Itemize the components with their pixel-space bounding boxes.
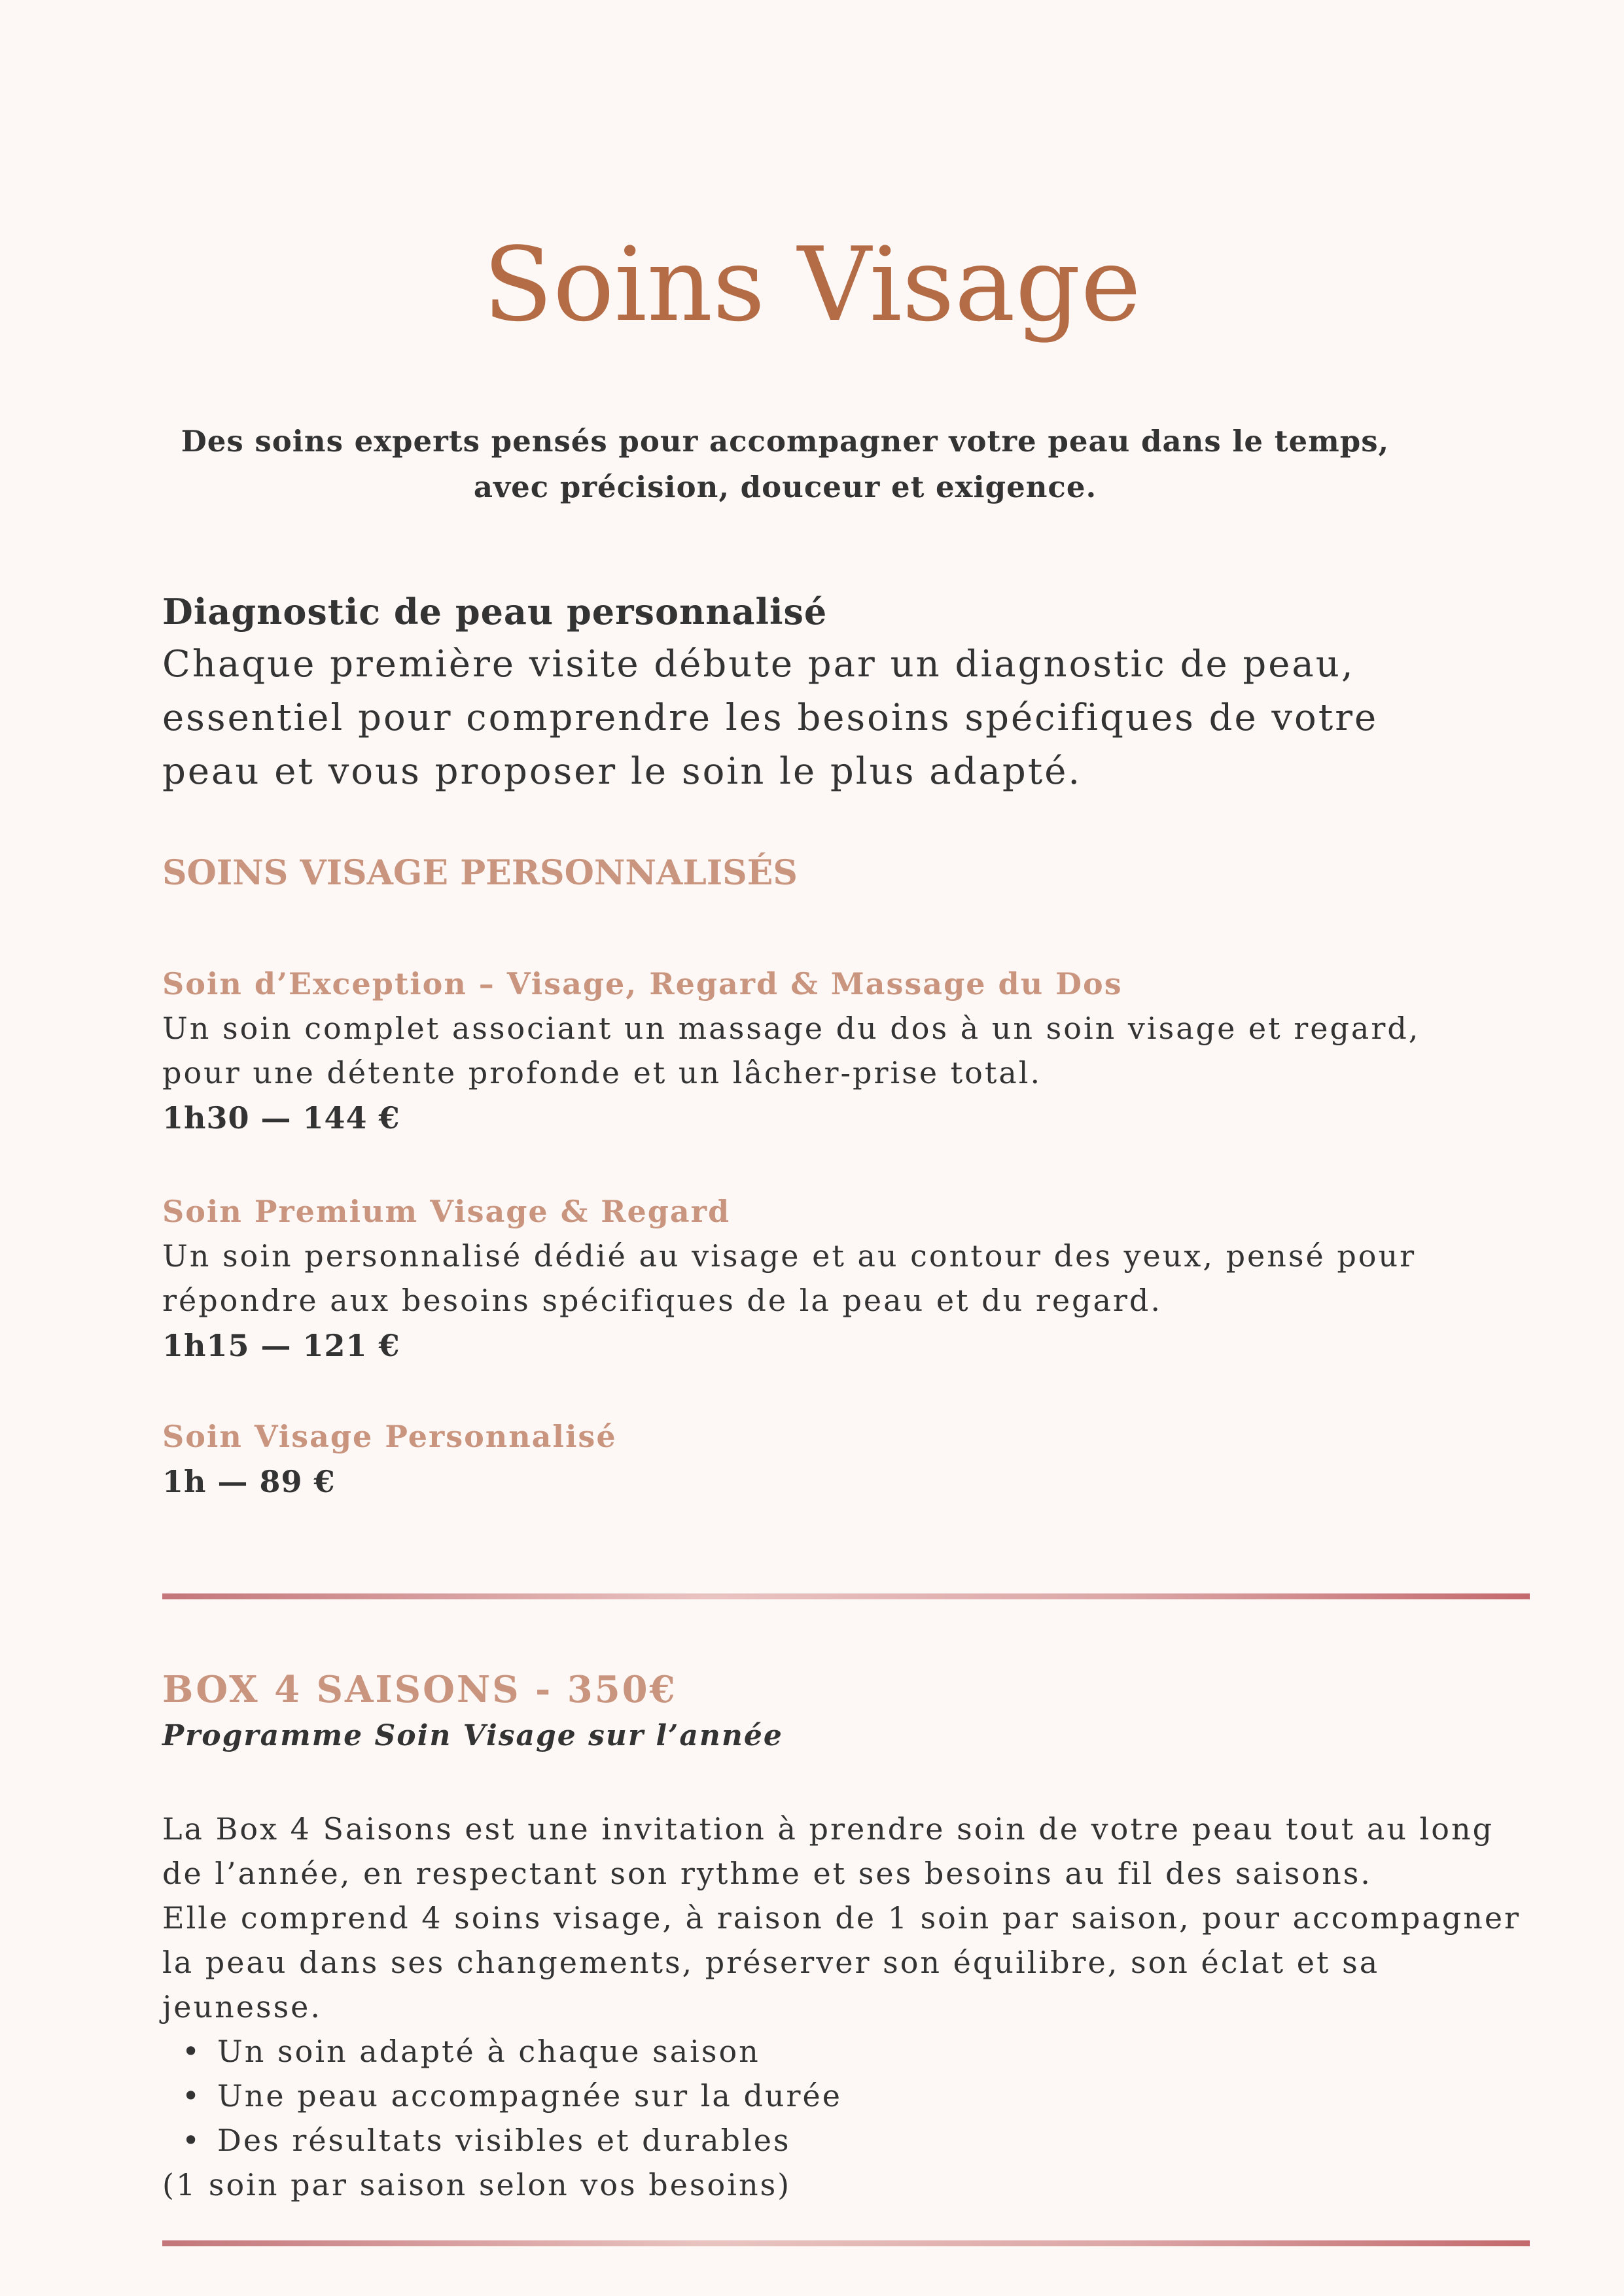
diagnostic-line: Chaque première visite débute par un diagnostic de peau, bbox=[162, 643, 1355, 686]
bullet-icon: • bbox=[182, 2078, 202, 2113]
box-subtitle: Programme Soin Visage sur l’année bbox=[162, 1719, 783, 1752]
treatment-description: Un soin complet associant un massage du dos à un soin visage et regard, bbox=[162, 1011, 1421, 1046]
page-title: Soins Visage bbox=[483, 225, 1141, 344]
treatment-description: Un soin personnalisé dédié au visage et au contour des yeux, pensé pour bbox=[162, 1238, 1417, 1274]
box-line: jeunesse. bbox=[162, 1989, 323, 2025]
diagnostic-block bbox=[162, 585, 1504, 799]
treatment-price: 1h15 — 121 € bbox=[162, 1328, 400, 1363]
box-footnote: (1 soin par saison selon vos besoins) bbox=[162, 2167, 792, 2202]
diagnostic-line: essentiel pour comprendre les besoins spécifiques de votre bbox=[162, 697, 1379, 739]
box-bullet-list bbox=[162, 2029, 1536, 2163]
treatment-description: pour une détente profonde et un lâcher-prise total. bbox=[162, 1055, 1042, 1090]
treatment-name: Soin d’Exception – Visage, Regard & Massage du Dos bbox=[162, 966, 1123, 1001]
treatment-premium bbox=[162, 1189, 1504, 1368]
intro-line: avec précision, douceur et exigence. bbox=[473, 470, 1097, 504]
diagnostic-line: peau et vous proposer le soin le plus adapté. bbox=[162, 750, 1082, 793]
box-description bbox=[162, 1807, 1536, 2207]
box-line: de l’année, en respectant son rythme et ses besoins au fil des saisons. bbox=[162, 1856, 1372, 1891]
diagnostic-title: Diagnostic de peau personnalisé bbox=[162, 591, 828, 633]
treatment-personnalise bbox=[162, 1414, 1504, 1505]
intro-text bbox=[131, 419, 1439, 510]
treatment-name: Soin Premium Visage & Regard bbox=[162, 1194, 731, 1229]
box-line: La Box 4 Saisons est une invitation à prendre soin de votre peau tout au long bbox=[162, 1811, 1494, 1847]
section-heading: SOINS VISAGE PERSONNALISÉS bbox=[162, 853, 798, 893]
list-item: • Une peau accompagnée sur la durée bbox=[162, 2074, 1536, 2118]
divider bbox=[162, 1593, 1530, 1599]
bullet-icon: • bbox=[182, 2034, 202, 2069]
box-line: Elle comprend 4 soins visage, à raison de 1 soin par saison, pour accompagner bbox=[162, 1900, 1521, 1936]
treatment-name: Soin Visage Personnalisé bbox=[162, 1419, 617, 1454]
list-item: • Un soin adapté à chaque saison bbox=[162, 2029, 1536, 2074]
list-item: • Des résultats visibles et durables bbox=[162, 2118, 1536, 2163]
treatment-description: répondre aux besoins spécifiques de la peau et du regard. bbox=[162, 1283, 1162, 1318]
treatment-price: 1h — 89 € bbox=[162, 1464, 336, 1499]
box-line: la peau dans ses changements, préserver son équilibre, son éclat et sa bbox=[162, 1945, 1380, 1980]
intro-line: Des soins experts pensés pour accompagner votre peau dans le temps, bbox=[181, 424, 1390, 459]
treatment-price: 1h30 — 144 € bbox=[162, 1100, 400, 1136]
divider bbox=[162, 2240, 1530, 2246]
bullet-icon: • bbox=[182, 2123, 202, 2158]
box-title: BOX 4 SAISONS - 350€ bbox=[162, 1668, 677, 1711]
treatment-exception bbox=[162, 962, 1504, 1141]
